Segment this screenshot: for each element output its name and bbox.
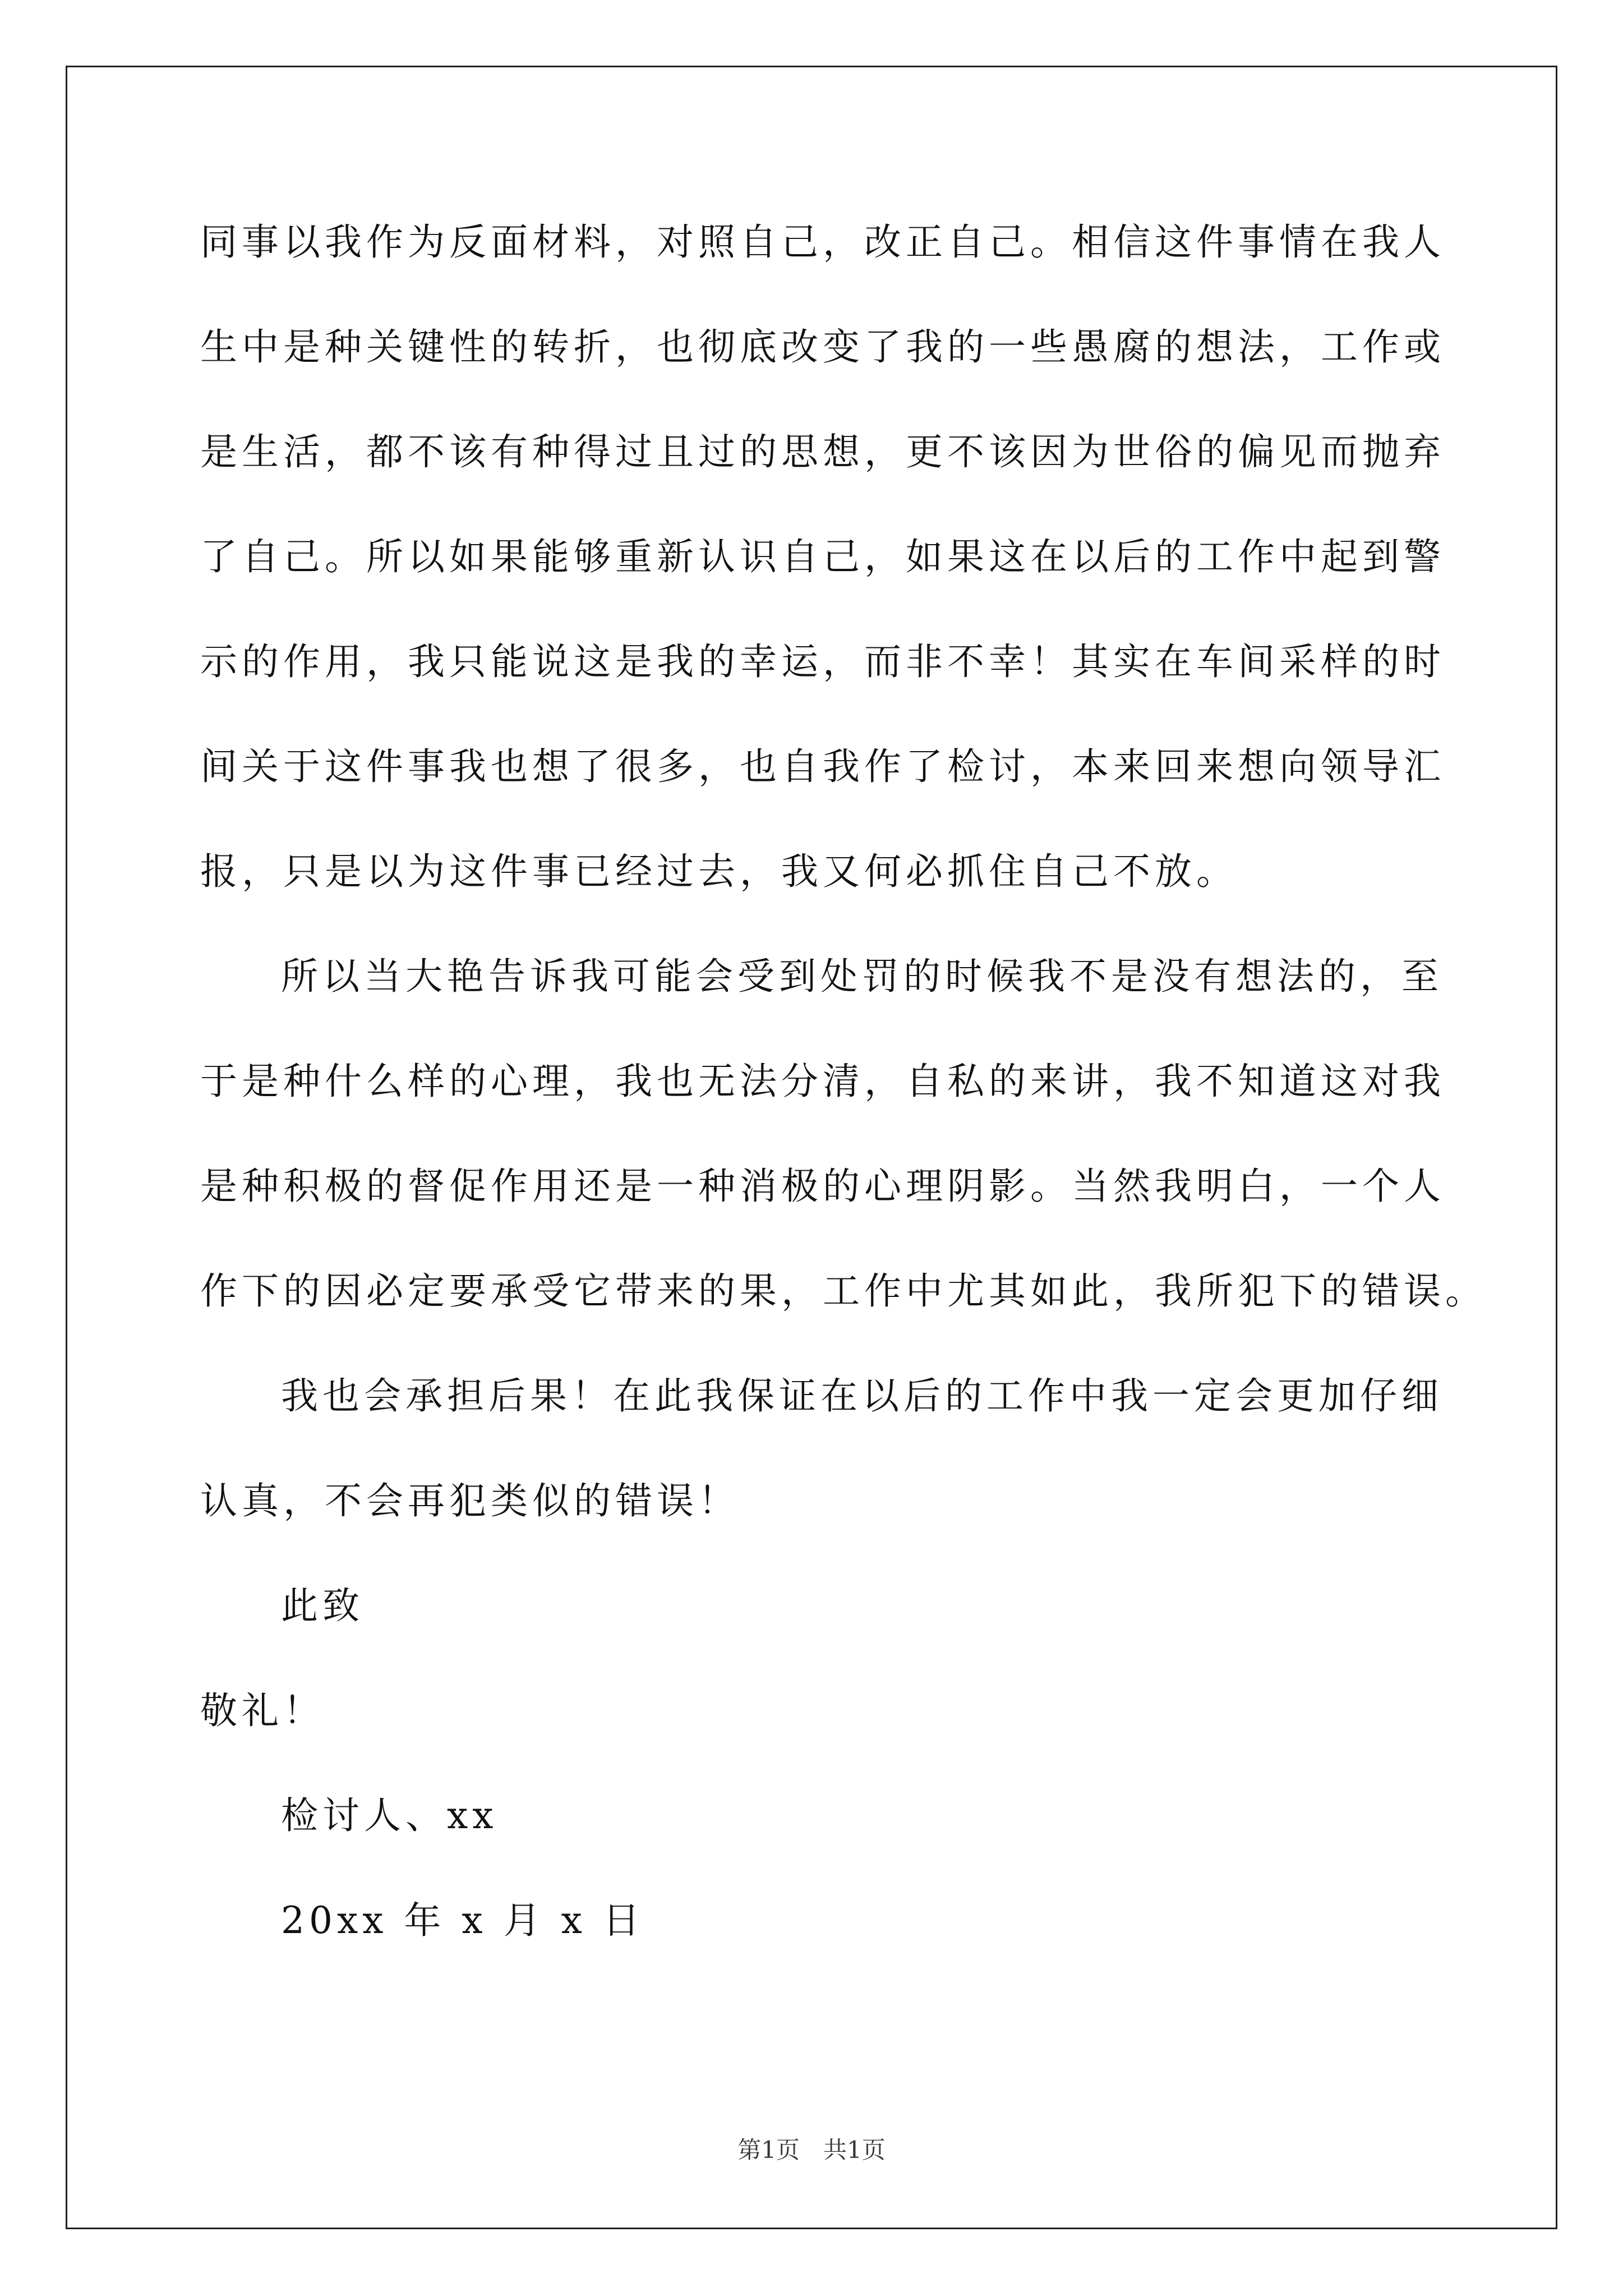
document-body <box>200 209 1487 1992</box>
signature-line: 检讨人、xx <box>281 1794 498 1837</box>
page-number-footer: 第1页 共1页 <box>737 2136 886 2164</box>
paragraph-line: 了自己。所以如果能够重新认识自己，如果这在以后的工作中起到警 <box>200 535 1445 578</box>
paragraph-line: 我也会承担后果！在此我保证在以后的工作中我一定会更加仔细 <box>281 1374 1443 1418</box>
paragraph-line: 生中是种关键性的转折，也彻底改变了我的一些愚腐的想法，工作或 <box>200 325 1445 369</box>
paragraph-line: 间关于这件事我也想了很多，也自我作了检讨，本来回来想向领导汇 <box>200 745 1445 788</box>
paragraph-line: 示的作用，我只能说这是我的幸运，而非不幸！其实在车间采样的时 <box>200 640 1445 683</box>
date-line: 20xx 年 x 月 x 日 <box>281 1899 644 1942</box>
closing-salutation: 此致 <box>281 1584 364 1627</box>
paragraph-line: 所以当大艳告诉我可能会受到处罚的时候我不是没有想法的，至 <box>281 955 1443 998</box>
closing-regards: 敬礼！ <box>200 1689 325 1732</box>
paragraph-line: 认真，不会再犯类似的错误！ <box>200 1479 740 1522</box>
paragraph-line: 作下的因必定要承受它带来的果，工作中尤其如此，我所犯下的错误。 <box>200 1269 1487 1313</box>
paragraph-line: 报，只是以为这件事已经过去，我又何必抓住自己不放。 <box>200 850 1238 893</box>
paragraph-line: 同事以我作为反面材料，对照自己，改正自己。相信这件事情在我人 <box>200 220 1445 264</box>
paragraph-line: 于是种什么样的心理，我也无法分清，自私的来讲，我不知道这对我 <box>200 1060 1445 1103</box>
paragraph-line: 是生活，都不该有种得过且过的思想，更不该因为世俗的偏见而抛弃 <box>200 430 1445 473</box>
paragraph-line: 是种积极的督促作用还是一种消极的心理阴影。当然我明白，一个人 <box>200 1165 1445 1208</box>
